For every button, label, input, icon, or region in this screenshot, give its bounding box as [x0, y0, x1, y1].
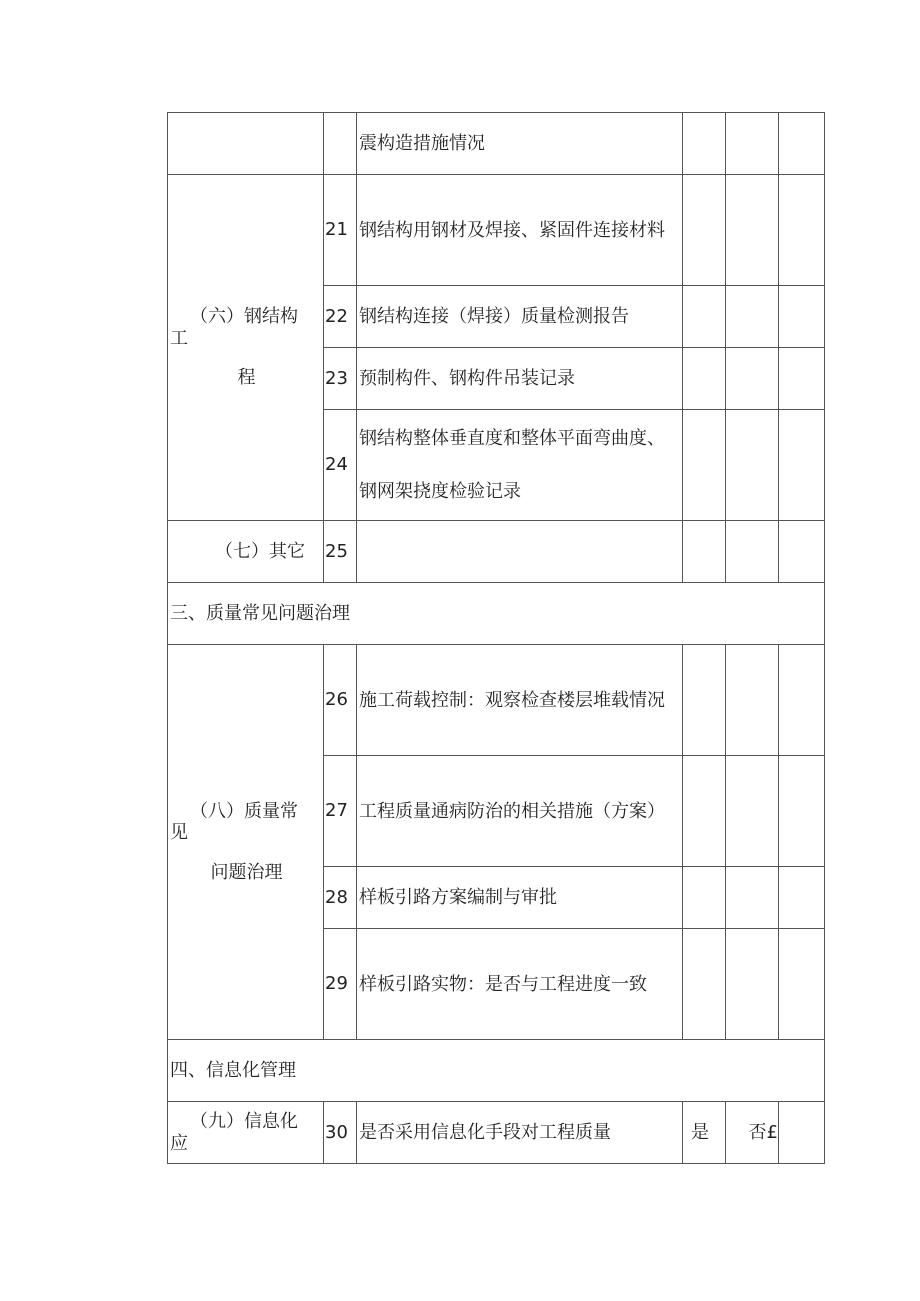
- category-line: 应: [170, 1132, 188, 1154]
- check-cell[interactable]: [683, 521, 726, 583]
- inspection-table: [167, 112, 825, 1164]
- category-line: （九）信息化: [190, 1110, 298, 1132]
- check-cell[interactable]: [726, 756, 779, 867]
- remark-cell[interactable]: [779, 867, 825, 929]
- remark-cell[interactable]: [779, 929, 825, 1040]
- item-number: 25: [324, 521, 357, 583]
- check-cell[interactable]: [726, 348, 779, 410]
- category-line: 见: [170, 822, 188, 844]
- item-number: 28: [324, 867, 357, 929]
- check-cell[interactable]: [726, 113, 779, 175]
- remark-cell[interactable]: [779, 756, 825, 867]
- item-description: 样板引路实物：是否与工程进度一致: [357, 929, 683, 1040]
- item-description: 工程质量通病防治的相关措施（方案）: [357, 756, 683, 867]
- category-quality-issues: [168, 645, 324, 1040]
- item-number: 21: [324, 175, 357, 286]
- check-cell[interactable]: [683, 929, 726, 1040]
- table-row: [168, 113, 825, 175]
- category-line: 问题治理: [210, 861, 283, 883]
- remark-cell[interactable]: [779, 113, 825, 175]
- check-cell[interactable]: [726, 175, 779, 286]
- remark-cell[interactable]: [779, 521, 825, 583]
- section-title: 三、质量常见问题治理: [168, 583, 825, 645]
- remark-cell[interactable]: [779, 410, 825, 521]
- item-number: 24: [324, 410, 357, 521]
- category-line: 程: [237, 367, 256, 389]
- check-cell[interactable]: [683, 756, 726, 867]
- check-cell[interactable]: [683, 113, 726, 175]
- check-cell[interactable]: [683, 286, 726, 348]
- table-row: [168, 175, 825, 286]
- section-title: 四、信息化管理: [168, 1040, 825, 1102]
- item-number: 30: [324, 1102, 357, 1164]
- item-description: 震构造措施情况: [357, 113, 683, 175]
- item-description: 钢结构整体垂直度和整体平面弯曲度、钢网架挠度检验记录: [357, 410, 683, 521]
- category-line: （八）质量常: [190, 800, 298, 822]
- table-row: [168, 521, 825, 583]
- check-cell[interactable]: [726, 929, 779, 1040]
- remark-cell[interactable]: [779, 645, 825, 756]
- check-cell[interactable]: [683, 410, 726, 521]
- category-line: （六）钢结构: [190, 306, 298, 328]
- category-steel-structure: [168, 175, 324, 521]
- category-informatization: [168, 1102, 324, 1164]
- check-cell[interactable]: [726, 521, 779, 583]
- check-cell[interactable]: [726, 286, 779, 348]
- remark-cell[interactable]: [779, 175, 825, 286]
- item-description: 是否采用信息化手段对工程质量: [357, 1102, 683, 1164]
- category-line: 工: [170, 327, 188, 349]
- item-number: 29: [324, 929, 357, 1040]
- check-cell[interactable]: [683, 867, 726, 929]
- item-description: 预制构件、钢构件吊装记录: [357, 348, 683, 410]
- table-row: [168, 645, 825, 756]
- category-other: （七）其它: [168, 521, 324, 583]
- item-description: 样板引路方案编制与审批: [357, 867, 683, 929]
- check-cell[interactable]: [726, 867, 779, 929]
- check-cell[interactable]: [726, 645, 779, 756]
- no-option[interactable]: 否£: [726, 1102, 779, 1164]
- remark-cell[interactable]: [779, 348, 825, 410]
- remark-cell[interactable]: [779, 286, 825, 348]
- item-description: 施工荷载控制：观察检查楼层堆载情况: [357, 645, 683, 756]
- check-cell[interactable]: [683, 348, 726, 410]
- check-cell[interactable]: [726, 410, 779, 521]
- remark-cell[interactable]: [779, 1102, 825, 1164]
- item-number: 27: [324, 756, 357, 867]
- item-number: [324, 113, 357, 175]
- yes-option[interactable]: 是: [683, 1102, 726, 1164]
- item-description: 钢结构用钢材及焊接、紧固件连接材料: [357, 175, 683, 286]
- item-description: 钢结构连接（焊接）质量检测报告: [357, 286, 683, 348]
- check-cell[interactable]: [683, 175, 726, 286]
- category-cell: [168, 113, 324, 175]
- item-number: 23: [324, 348, 357, 410]
- section-row: [168, 583, 825, 645]
- section-row: [168, 1040, 825, 1102]
- check-cell[interactable]: [683, 645, 726, 756]
- item-number: 26: [324, 645, 357, 756]
- table-row: [168, 1102, 825, 1164]
- item-number: 22: [324, 286, 357, 348]
- item-description: [357, 521, 683, 583]
